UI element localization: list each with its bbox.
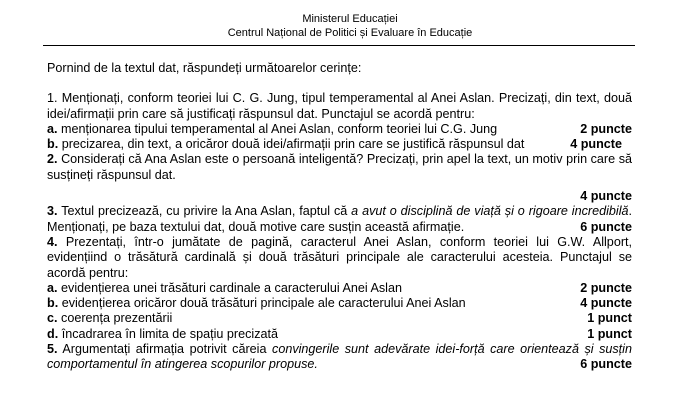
ministry-name: Ministerul Educației bbox=[302, 13, 398, 25]
item-text: menționarea tipului temperamental al Anei Aslan, conform teoriei lui C.G. Jung bbox=[61, 121, 498, 136]
question-4-text: Prezentați, într-o jumătate de pagină, caracterul Anei Aslan, conform teoriei lui G.W. Allport, evidențiind o trăsătură cardinală și două trăsături principale ale caracterului acesteia. Punctajul se acordă pentru: bbox=[47, 234, 633, 280]
points-label: 4 puncte bbox=[570, 137, 622, 152]
center-name: Centrul Național de Politici și Evaluare în Educație bbox=[227, 27, 473, 39]
item-text: încadrarea în limita de spațiu precizată bbox=[61, 326, 279, 341]
question-1b bbox=[47, 137, 632, 152]
item-label: b. bbox=[47, 296, 59, 311]
question-4 bbox=[47, 235, 632, 281]
item-text: coerența prezentării bbox=[61, 311, 173, 326]
item-text: evidențierea unei trăsături cardinale a caracterului Anei Aslan bbox=[61, 280, 402, 295]
item-label: b. bbox=[47, 137, 59, 152]
question-3 bbox=[47, 204, 632, 235]
points-label: 1 punct bbox=[587, 311, 632, 326]
question-2-points: 4 puncte bbox=[580, 189, 632, 204]
intro-text: Pornind de la textul dat, răspundeți următoarelor cerințe: bbox=[47, 61, 362, 75]
question-3-points: 6 puncte bbox=[580, 219, 632, 234]
points-label: 1 punct bbox=[587, 326, 632, 341]
item-text: precizarea, din text, a oricăror două idei/afirmații prin care se justifică răspunsul dat bbox=[61, 137, 525, 152]
item-text: evidențierea oricăror două trăsături principale ale caracterului Anei Aslan bbox=[61, 296, 466, 311]
question-1-text: Menționați, conform teoriei lui C. G. Jung, tipul temperamental al Anei Aslan. Precizați, din text, două idei/afirmații prin care să justificați răspunsul dat. Punctajul se acordă pentru: bbox=[47, 91, 633, 121]
question-5-points: 6 puncte bbox=[580, 357, 632, 372]
item-label: d. bbox=[47, 326, 59, 341]
question-5-number: 5. bbox=[47, 342, 58, 357]
question-4b bbox=[47, 296, 632, 311]
item-label: c. bbox=[47, 311, 58, 326]
question-4-number: 4. bbox=[47, 234, 58, 249]
document-header bbox=[0, 12, 700, 40]
question-2-text: Considerați că Ana Aslan este o persoană inteligentă? Precizați, prin apel la text, un motiv prin care să susțineți răspunsul dat. bbox=[47, 152, 632, 182]
question-1a bbox=[47, 122, 632, 137]
points-label: 4 puncte bbox=[580, 296, 632, 311]
question-2-number: 2. bbox=[47, 152, 58, 167]
question-5-quote: convingerile sunt adevărate idei-forță care orientează și susțin comportamentul în atingerea scopurilor propuse. bbox=[47, 342, 632, 372]
question-3-quote: a avut o disciplină de viață și o rigoare incredibilă bbox=[351, 204, 629, 219]
item-label: a. bbox=[47, 121, 58, 136]
question-2 bbox=[47, 152, 632, 183]
question-4d bbox=[47, 327, 632, 342]
question-4c bbox=[47, 311, 632, 326]
question-1-number: 1. bbox=[47, 91, 58, 106]
points-label: 2 puncte bbox=[580, 121, 632, 136]
question-4a bbox=[47, 281, 632, 296]
item-label: a. bbox=[47, 280, 58, 295]
points-label: 2 puncte bbox=[580, 280, 632, 295]
question-3-number: 3. bbox=[47, 204, 58, 219]
exam-content bbox=[47, 61, 632, 373]
question-5-text-a: Argumentați afirmația potrivit căreia bbox=[62, 342, 273, 357]
question-3-text-a: Textul precizează, cu privire la Ana Aslan, faptul că bbox=[61, 204, 352, 219]
question-3-text-b: . Menționați, pe baza textului dat, două motive care susțin această afirmație. bbox=[47, 204, 633, 234]
question-5 bbox=[47, 342, 632, 373]
header-divider bbox=[43, 45, 635, 46]
question-1 bbox=[47, 91, 632, 122]
